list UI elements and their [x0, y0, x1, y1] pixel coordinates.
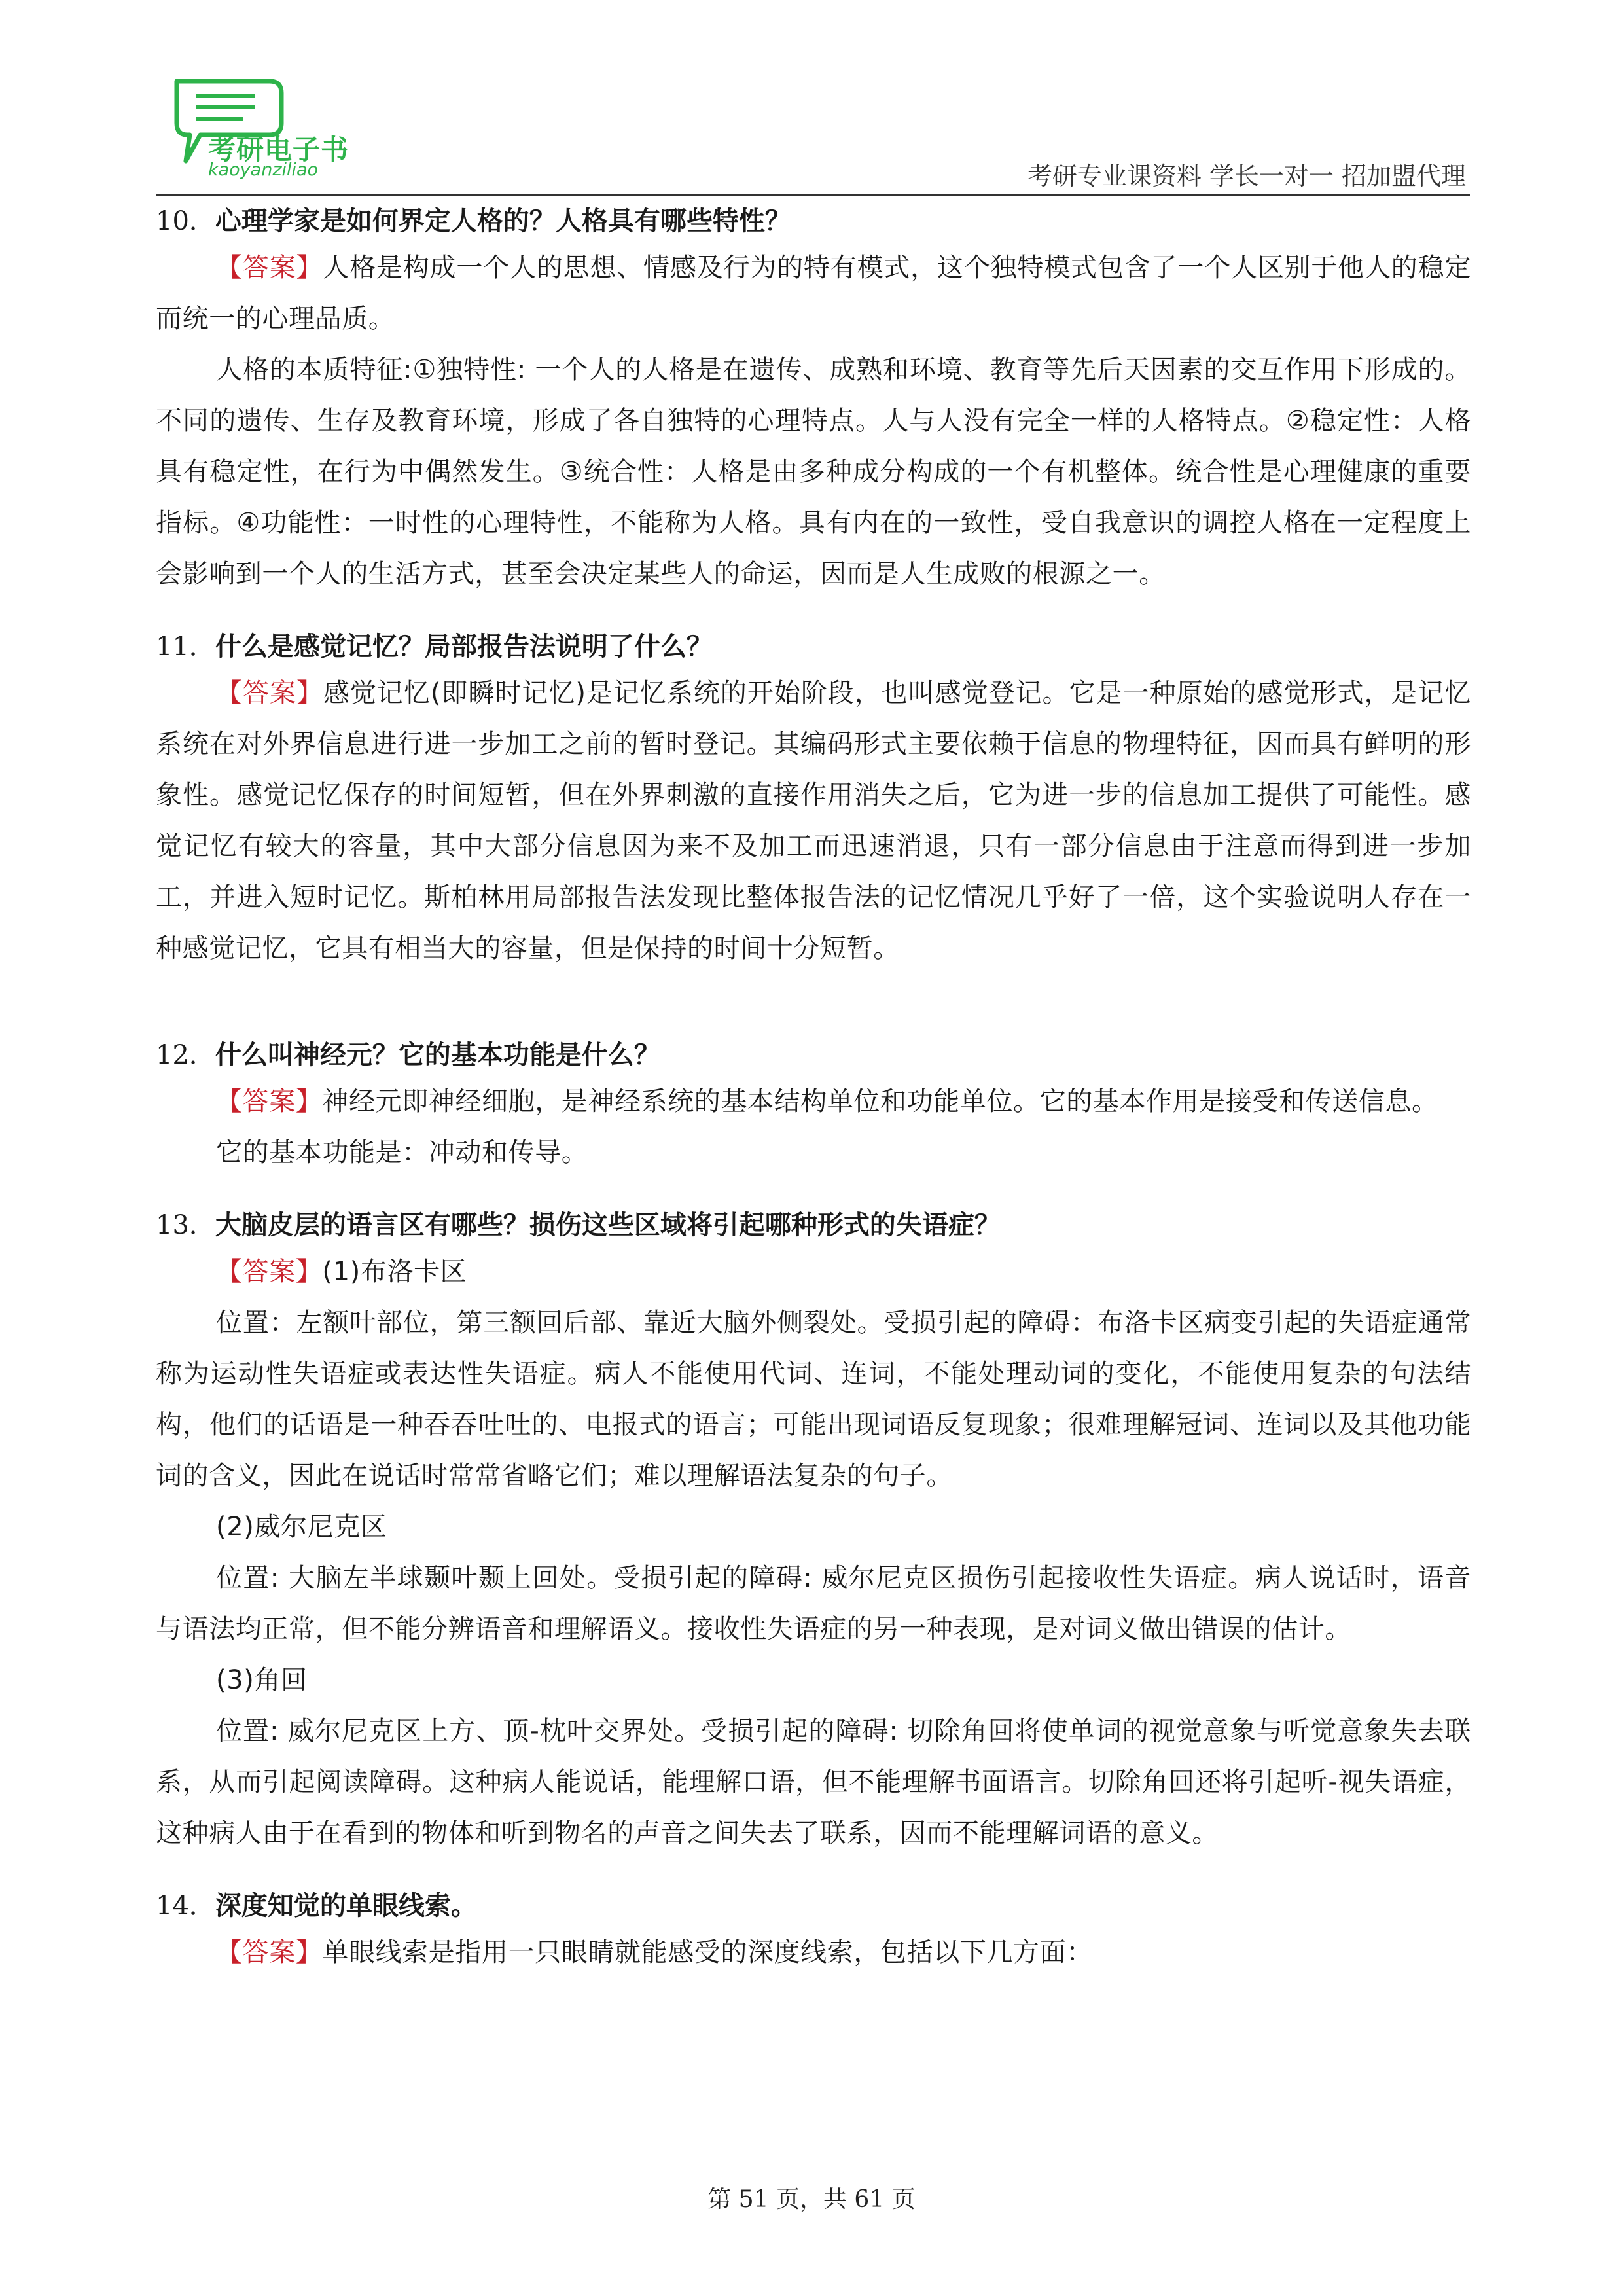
page-content	[156, 200, 1471, 1978]
answer-label: 【答案】	[216, 253, 323, 283]
answer-10-p2: 人格的本质特征:①独特性: 一个人的人格是在遗传、成熟和环境、教育等先后天因素的交互作用下形成的。不同的遗传、生存及教育环境，形成了各自独特的心理特点。人与人没有完全一样的人格特点。②稳定性：人格具有稳定性，在行为中偶然发生。③统合性：人格是由多种成分构成的一个有机整体。统合性是心理健康的重要指标。④功能性：一时性的心理特性，不能称为人格。具有内在的一致性，受自我意识的调控人格在一定程度上会影响到一个人的生活方式，甚至会决定某些人的命运，因而是人生成败的根源之一。	[156, 355, 1471, 589]
answer-13-p2: 位置：左额叶部位，第三额回后部、靠近大脑外侧裂处。受损引起的障碍：布洛卡区病变引起的失语症通常称为运动性失语症或表达性失语症。病人不能使用代词、连词，不能处理动词的变化，不能使用复杂的句法结构，他们的话语是一种吞吞吐吐的、电报式的语言；可能出现词语反复现象；很难理解冠词、连词以及其他功能词的含义，因此在说话时常常省略它们；难以理解语法复杂的句子。	[156, 1308, 1471, 1491]
answer-13-p5: (3)角回	[216, 1665, 308, 1695]
question-14: 14．深度知觉的单眼线索。	[156, 1891, 477, 1921]
answer-label: 【答案】	[216, 1937, 323, 1967]
answer-13-p6: 位置: 威尔尼克区上方、顶-枕叶交界处。受损引起的障碍: 切除角回将使单词的视觉意象与听觉意象失去联系，从而引起阅读障碍。这种病人能说话，能理解口语，但不能理解书面语言。切除角回还将引起听-视失语症，这种病人由于在看到的物体和听到物名的声音之间失去了联系，因而不能理解词语的意义。	[156, 1716, 1471, 1848]
question-10: 10．心理学家是如何界定人格的？人格具有哪些特性？	[156, 206, 791, 236]
question-11: 11．什么是感觉记忆？局部报告法说明了什么？	[156, 632, 713, 662]
question-13: 13．大脑皮层的语言区有哪些？损伤这些区域将引起哪种形式的失语症？	[156, 1210, 1001, 1240]
header-divider	[156, 194, 1470, 196]
answer-label: 【答案】	[216, 1257, 323, 1287]
answer-13-p3: (2)威尔尼克区	[216, 1512, 387, 1542]
answer-13-p1: 【答案】(1)布洛卡区	[216, 1257, 467, 1287]
answer-12-p1: 【答案】神经元即神经细胞，是神经系统的基本结构单位和功能单位。它的基本作用是接受和传送信息。	[216, 1086, 1438, 1117]
answer-13-p4: 位置: 大脑左半球颞叶颞上回处。受损引起的障碍: 威尔尼克区损伤引起接收性失语症。病人说话时，语音与语法均正常，但不能分辨语音和理解语义。接收性失语症的另一种表现，是对词义做出错误的估计。	[156, 1563, 1471, 1644]
answer-label: 【答案】	[216, 1086, 323, 1117]
answer-12-p2: 它的基本功能是：冲动和传导。	[216, 1138, 588, 1168]
page-number: 第 51 页，共 61 页	[707, 2186, 916, 2213]
header-tagline: 考研专业课资料 学长一对一 招加盟代理	[1027, 162, 1466, 190]
page-header	[0, 0, 1623, 203]
answer-10-p1: 【答案】人格是构成一个人的思想、情感及行为的特有模式，这个独特模式包含了一个人区别于他人的稳定而统一的心理品质。	[156, 253, 1471, 334]
answer-14-p1: 【答案】单眼线索是指用一只眼睛就能感受的深度线索，包括以下几方面：	[216, 1937, 1093, 1967]
answer-11-p1: 【答案】感觉记忆(即瞬时记忆)是记忆系统的开始阶段，也叫感觉登记。它是一种原始的感觉形式，是记忆系统在对外界信息进行进一步加工之前的暂时登记。其编码形式主要依赖于信息的物理特征，因而具有鲜明的形象性。感觉记忆保存的时间短暂，但在外界刺激的直接作用消失之后，它为进一步的信息加工提供了可能性。感觉记忆有较大的容量，其中大部分信息因为来不及加工而迅速消退，只有一部分信息由于注意而得到进一步加工，并进入短时记忆。斯柏林用局部报告法发现比整体报告法的记忆情况几乎好了一倍，这个实验说明人存在一种感觉记忆，它具有相当大的容量，但是保持的时间十分短暂。	[156, 678, 1472, 963]
question-12: 12．什么叫神经元？它的基本功能是什么？	[156, 1040, 660, 1070]
logo-text: 考研电子书	[208, 134, 349, 166]
logo-subtitle: kaoyanziliao	[208, 160, 319, 180]
answer-label: 【答案】	[216, 678, 323, 708]
